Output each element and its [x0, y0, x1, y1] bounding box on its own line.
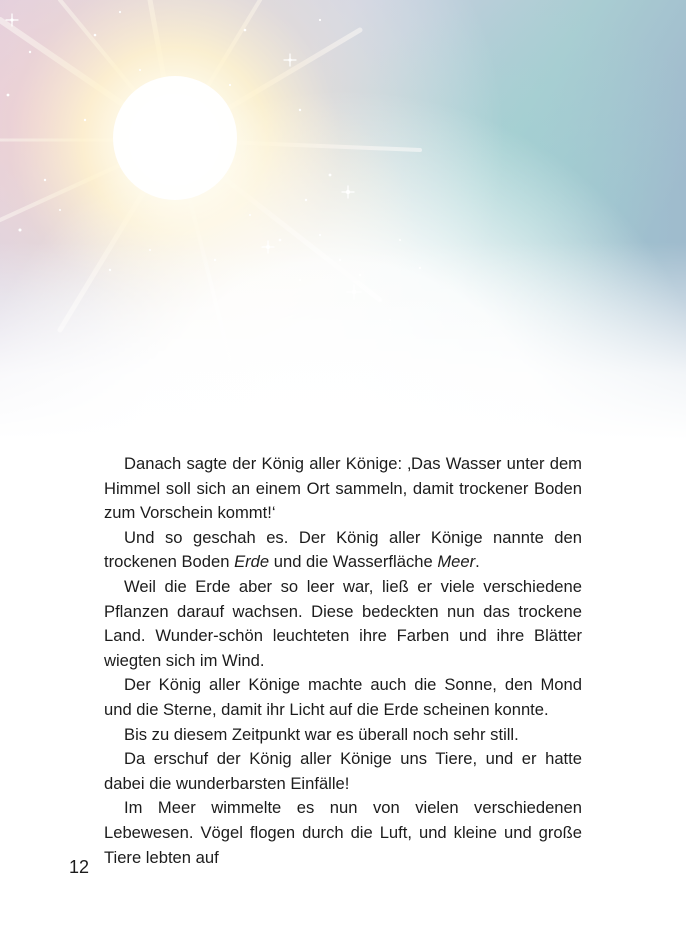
italic-term: Erde — [234, 552, 270, 572]
paragraph — [104, 796, 582, 870]
paragraph — [104, 723, 582, 748]
paragraph — [104, 452, 582, 526]
text-segment: Und so geschah es. Der König aller Könige nannte den trockenen Boden — [104, 527, 582, 572]
paragraph — [104, 526, 582, 575]
text-segment: Im Meer wimmelte es nun von vielen verschiedenen Lebewesen. Vögel flogen durch die Luft, und kleine und große Tiere lebten auf — [104, 798, 582, 867]
paragraph — [104, 673, 582, 722]
page-number: 12 — [69, 857, 90, 877]
paragraph — [104, 747, 582, 796]
story-text — [104, 452, 582, 870]
text-segment: Weil die Erde aber so leer war, ließ er viele verschiedene Pflanzen darauf wachsen. Diese bedeckten nun das trockene Land. Wunder-schön leuchteten ihre Farben und ihre Blätter wiegten sich im Wind. — [104, 576, 582, 670]
italic-term: Meer — [437, 552, 476, 572]
text-segment: Bis zu diesem Zeitpunkt war es überall noch sehr still. — [124, 724, 519, 744]
text-segment: und die Wasserfläche — [269, 552, 438, 572]
text-segment: . — [475, 552, 480, 572]
text-segment: Danach sagte der König aller Könige: ‚Das Wasser unter dem Himmel soll sich an einem Ort sammeln, damit trockener Boden zum Vorschein kommt!‘ — [104, 454, 582, 523]
sunburst-sky-illustration — [0, 0, 686, 440]
fade-to-page — [0, 0, 686, 440]
text-segment: Der König aller Könige machte auch die Sonne, den Mond und die Sterne, damit ihr Licht auf die Erde scheinen konnte. — [104, 675, 582, 719]
text-segment: Da erschuf der König aller Könige uns Tiere, und er hatte dabei die wunderbarsten Einfälle! — [104, 749, 582, 793]
paragraph — [104, 575, 582, 673]
